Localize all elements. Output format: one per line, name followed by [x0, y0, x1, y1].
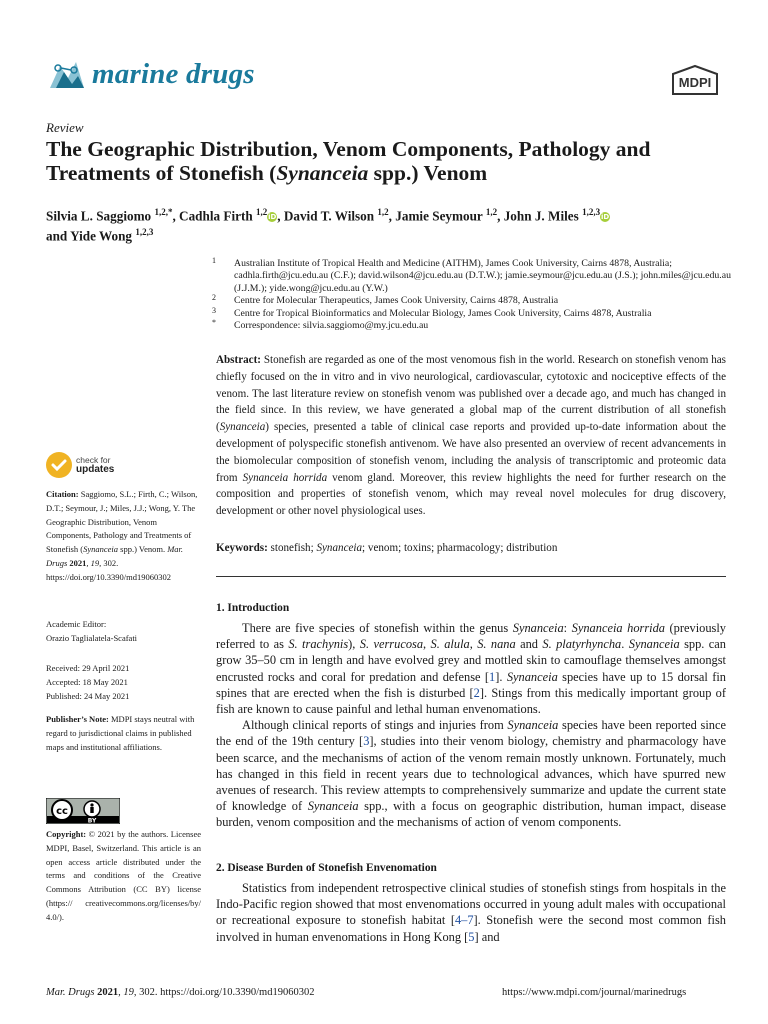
footer-citation [46, 987, 314, 998]
author-name[interactable]: John J. Miles [503, 208, 579, 224]
disease-burden-body [216, 880, 726, 945]
orcid-icon[interactable]: iD [600, 213, 610, 222]
affiliation-text: Australian Institute of Tropical Health and Medicine (AITHM), James Cook University, Cairns 4878, Australia; cadhla.firth@jcu.edu.au (C.F.); david.wilson4@jcu.edu.au (D.T.W.); jamie.seymour@jcu.edu.au (J.S.); john.miles@jcu.edu.au (J.J.M.); yide.wong@jcu.edu.au (Y.W.) [234, 258, 732, 294]
author-list: Silvia L. Saggiomo $^{1,2,*}$, Cadhla Firth $^{1,2}$iD, David T. Wilson $^{1,2}$, Jamie Seymour $^{1,2}$, John J. Miles $^{1,2,3}$iD and Yide Wong $^{1,2,3}$ [46, 207, 610, 244]
title-italic: Synanceia [276, 161, 369, 185]
abstract-text: ) species, presented a table of clinical case reports and provided up-to-date information about the development of polyspecific stonefish antivenom. We have also presented an overview of recent advancements in the biomolecular composition of stonefish venom, including the analysis of transcriptomic and proteomic data from [216, 421, 726, 484]
check-updates-label [76, 456, 114, 474]
affiliation-text: Centre for Molecular Therapeutics, James Cook University, Cairns 4878, Australia [234, 295, 559, 307]
affiliations [212, 258, 732, 332]
citation-italic: Synanceia [83, 544, 119, 555]
author-affil-mark: 1,2 [377, 207, 389, 217]
correspondence-item [212, 320, 732, 332]
publisher-note [46, 713, 201, 754]
copyright-label: Copyright: [46, 829, 87, 839]
keywords-text: stonefish; [267, 542, 317, 554]
mdpi-logo-icon [667, 64, 723, 98]
footer-year: 2021 [94, 987, 119, 998]
footer-doi[interactable]: , 302. https://doi.org/10.3390/md19060302 [133, 987, 315, 998]
affiliation-item [212, 305, 732, 320]
check-updates-icon [46, 452, 72, 478]
footer-journal-url[interactable]: https://www.mdpi.com/journal/marinedrugs [502, 987, 687, 998]
check-updates-line2: updates [76, 464, 115, 475]
citation-text-2: spp.) Venom. [118, 544, 168, 555]
citation-label: Citation: [46, 489, 79, 499]
abstract-label: Abstract: [216, 354, 261, 366]
affiliation-item [212, 258, 732, 295]
citation-year: 2021 [67, 557, 87, 568]
footer-volume: , 19 [118, 987, 134, 998]
author-affil-mark: 1,2 [255, 207, 268, 217]
author-name[interactable]: Cadhla Firth [179, 208, 253, 224]
published-date: Published: 24 May 2021 [46, 690, 130, 701]
check-updates-line1: check for [76, 455, 111, 465]
title-text-end: spp.) Venom [368, 161, 488, 185]
affiliation-text: Centre for Tropical Bioinformatics and Molecular Biology, James Cook University, Cairns 4878, Australia [234, 307, 652, 319]
journal-name: marine drugs [92, 58, 255, 90]
paragraph: Although clinical reports of stings and injuries from Synanceia species have been reported since the end of the 19th century [3], studies into their venom biology, chemistry and pharmacology have been scarce, and the mechanisms of action of the venom remain mostly unknown. Fortunately, much has changed in this field in recent years due to technological advances, which have spurred new avenues of research. This review attempts to comprehensively summarize and update the current state of knowledge of Synanceia spp., with a focus on geographic distribution, human impact, disease burden, venom composition and the mechanisms of action of venom components. [216, 718, 726, 830]
author-affil-mark: 1,2 [485, 207, 498, 217]
author-name[interactable]: Silvia L. Saggiomo [46, 208, 152, 224]
footer-journal: Mar. Drugs [46, 987, 95, 998]
paragraph: There are five species of stonefish within the genus Synanceia: Synanceia horrida (previously referred to as S. trachynis), S. verrucosa, S. alula, S. nana and S. platyrhyncha. Synanceia spp. can grow 35–50 cm in length and have evolved grey and mottled skin to camouflage themselves amongst encrusted rocks and coral for predation and defense [1]. Synanceia species have up to 15 dorsal fin spines that are erected when the fish is disturbed [2]. Stings from this medically important group of fish are known to cause painful and lethal human envenomations. [216, 621, 726, 717]
keywords [216, 542, 726, 554]
affiliation-mark: 2 [212, 293, 216, 303]
affiliation-item [212, 295, 732, 307]
publication-dates [46, 662, 201, 703]
abstract-italic: Synanceia [219, 421, 266, 434]
check-for-updates-button[interactable] [46, 452, 126, 480]
abstract [216, 352, 726, 520]
citation-volume: , 19 [86, 557, 100, 568]
publisher-note-label: Publisher’s Note: [46, 714, 109, 724]
cc-text: cc [56, 806, 68, 817]
cc-by-text: BY [87, 817, 97, 824]
correspondence-text: Correspondence: silvia.saggiomo@my.jcu.edu.au [234, 320, 429, 332]
abstract-text: venom gland. Moreover, this review highlights the need for further research on the composition and properties of stonefish venom, which may reveal novel molecules for drug discovery, development or other novel physiological uses. [216, 471, 726, 518]
citation-journal: Mar. Drugs [46, 544, 184, 568]
author-name[interactable]: Yide Wong [70, 228, 133, 244]
author-affil-mark: 1,2,3 [135, 227, 154, 238]
author-name[interactable]: Jamie Seymour [395, 208, 483, 224]
keywords-label: Keywords: [216, 542, 268, 554]
abstract-text: Stonefish are regarded as one of the most venomous fish in the world. Research on stonefish venom has chiefly focused on the in vitro and in vivo neurological, cardiovascular, cytotoxic and nociceptive effects of the venom. The last literature review on stonefish venom was published over a decade ago, and much has changed in the field since. In this review, we have generated a global map of the current distribution of all stonefish ( [216, 354, 726, 434]
paragraph: Statistics from independent retrospective clinical studies of stonefish stings from hospitals in the Indo-Pacific region showed that most envenomations occurred in young adult males with occupational or recreational exposure to stonefish habitat [4–7]. Stonefish were the second most common fish involved in human envenomations in Hong Kong [5] and [216, 881, 726, 944]
reference-link[interactable]: 4–7 [454, 913, 474, 928]
publisher-note-text: MDPI stays neutral with regard to jurisdictional claims in published maps and institutional affiliations. [46, 714, 195, 752]
section-divider [216, 576, 726, 577]
accepted-date: Accepted: 18 May 2021 [46, 676, 128, 687]
citation-block [46, 488, 201, 585]
keywords-text: ; venom; toxins; pharmacology; distribution [362, 542, 558, 554]
citation-text: Saggiomo, S.L.; Firth, C.; Wilson, D.T.; Seymour, J.; Miles, J.J.; Wong, Y. The Geographic Distribution, Venom Components, Pathology and Treatments of Stonefish ( [46, 489, 198, 555]
citation-doi[interactable]: , 302. https://doi.org/10.3390/md19060302 [46, 557, 171, 582]
section-heading-introduction: 1. Introduction [216, 602, 290, 614]
article-type: Review [46, 120, 84, 135]
author-affil-mark: 1,2,3 [582, 207, 601, 217]
orcid-icon[interactable]: iD [268, 213, 277, 222]
reference-link[interactable]: 1 [489, 669, 496, 684]
copyright-block [46, 828, 201, 925]
author-conj: and [46, 228, 71, 244]
received-date: Received: 29 April 2021 [46, 663, 130, 673]
publisher-name: MDPI [678, 75, 712, 90]
reference-link[interactable]: 2 [473, 685, 480, 700]
reference-link[interactable]: 3 [363, 734, 370, 749]
section-heading-disease-burden: 2. Disease Burden of Stonefish Envenomation [216, 862, 437, 874]
title-text: The Geographic Distribution, Venom Components, Pathology and Treatments of Stonefish ( [46, 137, 651, 185]
editor-name: Orazio Taglialatela-Scafati [46, 632, 138, 643]
copyright-text: © 2021 by the authors. Licensee MDPI, Basel, Switzerland. This article is an open access article distributed under the terms and conditions of the Creative Commons Attribution (CC BY) license (https:// creativecommons.org/licenses/by/ 4.0/). [46, 829, 201, 922]
journal-logo-icon [46, 58, 86, 94]
academic-editor [46, 618, 201, 646]
affiliation-mark: 1 [212, 256, 216, 265]
reference-link[interactable]: 5 [468, 929, 475, 944]
author-affil-mark: 1,2,* [154, 207, 173, 217]
introduction-body [216, 620, 726, 831]
keywords-italic: Synanceia [316, 542, 363, 554]
article-title [46, 137, 726, 185]
affiliation-mark: 3 [212, 305, 216, 315]
abstract-italic: Synanceia horrida [242, 471, 328, 484]
author-name[interactable]: David T. Wilson [283, 208, 375, 224]
cc-by-license-icon[interactable] [46, 798, 120, 824]
editor-label: Academic Editor: [46, 619, 107, 629]
affiliation-mark: * [212, 318, 216, 328]
